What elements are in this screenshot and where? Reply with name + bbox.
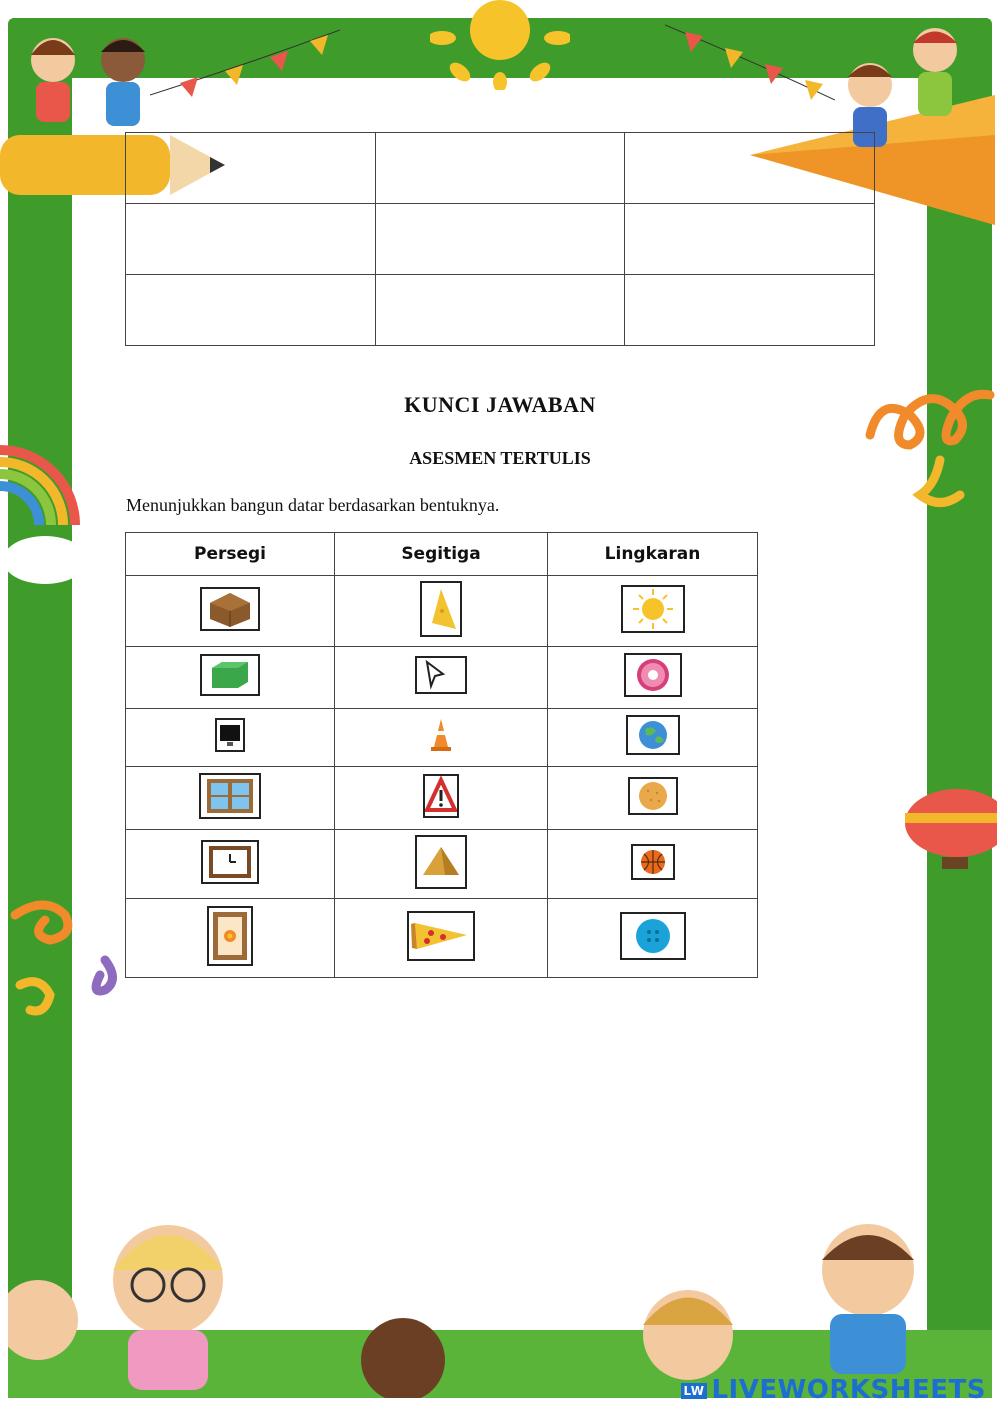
table-cell [126,709,335,767]
table-row [126,647,758,709]
table-cell [548,899,758,978]
page-subtitle: ASESMEN TERTULIS [409,448,591,468]
table-cell [335,899,548,978]
instruction-text: Menunjukkan bangun datar berdasarkan bentuknya. [126,495,500,515]
table-cell [335,767,548,830]
pizza-slice-icon [407,911,475,961]
table-cell [126,133,376,204]
table-cell [335,830,548,899]
table-cell [548,709,758,767]
table-cell [126,204,376,275]
table-row [126,709,758,767]
top-blank-table [125,132,875,346]
table-row [126,767,758,830]
green-block-icon [200,654,260,696]
sun-icon [621,585,685,633]
table-row [126,899,758,978]
clock-frame-icon [201,840,259,884]
header-persegi: Persegi [126,533,335,576]
liveworksheets-badge: LW [681,1383,708,1399]
table-cell [335,647,548,709]
monitor-icon [215,718,245,752]
box-icon [200,587,260,631]
picture-frame-icon [207,906,253,966]
window-icon [199,773,261,819]
children-group-top-left-icon [8,20,168,150]
table-cell [126,275,376,346]
swirl-left-decoration-icon [5,895,135,1045]
globe-icon [626,715,680,755]
sun-decoration-icon [430,0,570,90]
table-row [126,133,875,204]
answer-key-table [125,532,758,978]
page-title: KUNCI JAWABAN [404,392,596,417]
table-cell [625,204,875,275]
hot-air-balloon-decoration-icon [902,785,997,875]
table-header-row [126,533,758,576]
table-cell [126,830,335,899]
pyramid-icon [415,835,467,889]
donut-icon [624,653,682,697]
biscuit-icon [628,777,678,815]
header-lingkaran: Lingkaran [548,533,758,576]
header-segitiga: Segitiga [335,533,548,576]
table-cell [126,899,335,978]
traffic-cone-icon [428,715,454,755]
table-cell [375,275,625,346]
basketball-icon [631,844,675,880]
table-cell [548,576,758,647]
table-cell [625,133,875,204]
table-row [126,576,758,647]
bunting-flags-right-icon [665,20,835,110]
table-cell [335,576,548,647]
table-row [126,275,875,346]
bunting-flags-left-icon [150,25,340,105]
table-row [126,204,875,275]
cheese-icon [420,581,462,637]
table-cell [625,275,875,346]
children-group-bottom-icon [8,1190,992,1398]
table-cell [126,576,335,647]
orange-swirl-decoration-icon [860,365,995,525]
table-cell [375,204,625,275]
liveworksheets-logo [681,1375,987,1405]
table-cell [548,830,758,899]
table-cell [126,767,335,830]
table-cell [335,709,548,767]
warning-sign-icon [423,774,459,818]
table-cell [548,767,758,830]
table-row [126,830,758,899]
liveworksheets-brand-text: LIVEWORKSHEETS [711,1375,986,1405]
cursor-icon [415,656,467,694]
table-cell [548,647,758,709]
table-cell [375,133,625,204]
button-icon [620,912,686,960]
table-cell [126,647,335,709]
